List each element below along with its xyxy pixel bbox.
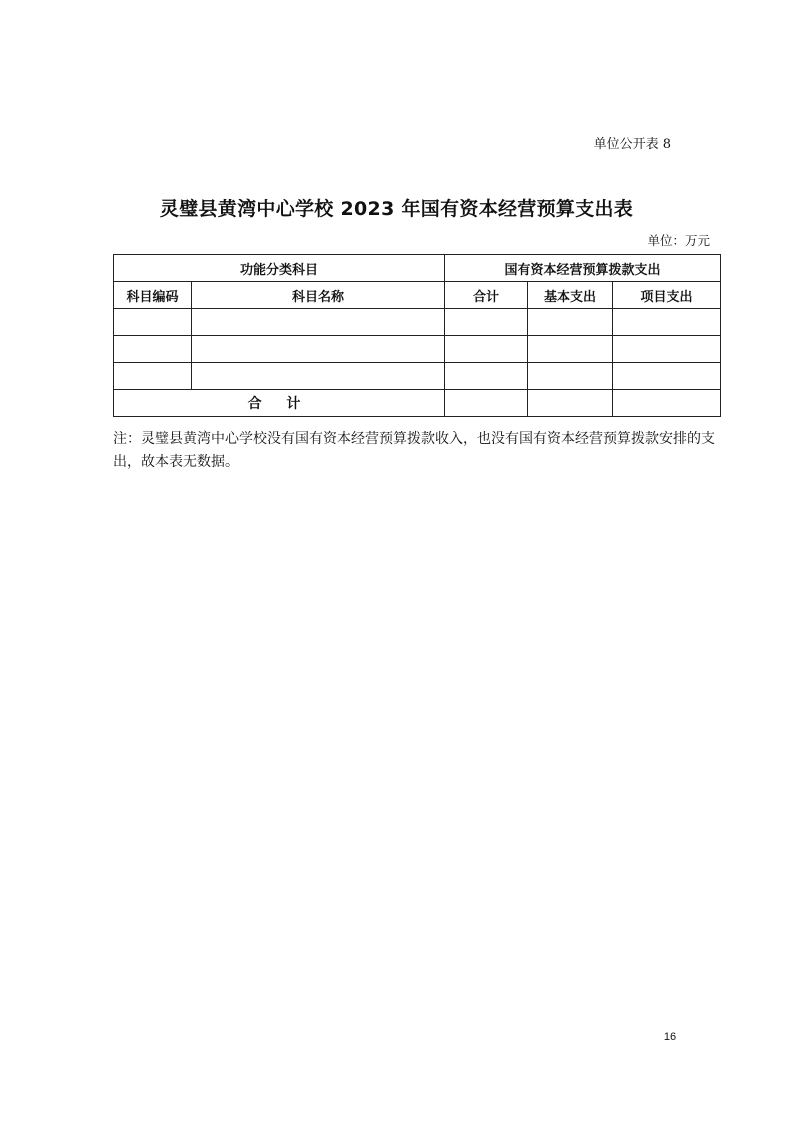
table-row [114,336,721,363]
col-header-name: 科目名称 [192,282,445,309]
col-header-project: 项目支出 [613,282,721,309]
cell-name [192,336,445,363]
unit-label: 单位：万元 [647,233,710,248]
total-cell-basic [528,390,613,417]
table-row [114,363,721,390]
table-row [114,309,721,336]
cell-code [114,309,192,336]
cell-name [192,363,445,390]
col-header-total: 合计 [445,282,528,309]
cell-basic [528,309,613,336]
cell-project [613,309,721,336]
state-capital-expenditure-header: 国有资本经营预算拨款支出 [445,255,721,282]
footnote: 注：灵璧县黄湾中心学校没有国有资本经营预算拨款收入，也没有国有资本经营预算拨款安排的支出，故本表无数据。 [113,431,715,470]
cell-total [445,309,528,336]
cell-total [445,363,528,390]
total-cell-total [445,390,528,417]
cell-code [114,363,192,390]
col-header-basic: 基本支出 [528,282,613,309]
group-header-row [114,255,721,282]
cell-name [192,309,445,336]
budget-table [113,254,721,417]
col-header-code: 科目编码 [114,282,192,309]
cell-total [445,336,528,363]
cell-project [613,336,721,363]
total-cell-project [613,390,721,417]
total-row [114,390,721,417]
cell-basic [528,336,613,363]
functional-category-header: 功能分类科目 [114,255,445,282]
cell-project [613,363,721,390]
total-row-label: 合 计 [114,390,445,417]
cell-code [114,336,192,363]
page-number: 16 [663,1031,677,1043]
page-title: 灵璧县黄湾中心学校 2023 年国有资本经营预算支出表 [159,198,634,220]
cell-basic [528,363,613,390]
table-id-label: 单位公开表 8 [593,137,671,152]
column-header-row [114,282,721,309]
